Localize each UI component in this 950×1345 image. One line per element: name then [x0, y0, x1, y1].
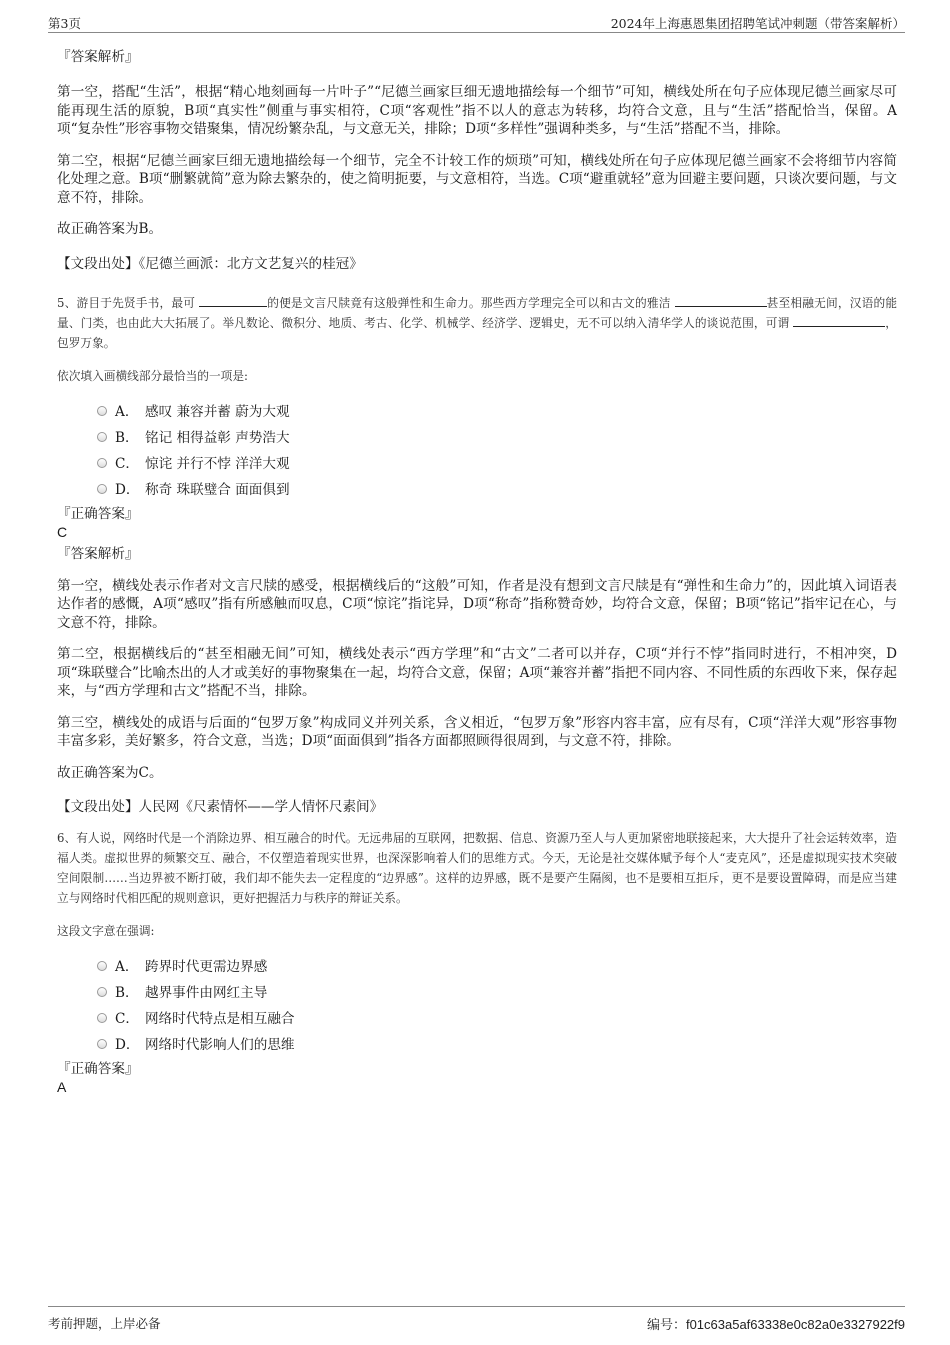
- option-list: [57, 397, 897, 501]
- option-c[interactable]: C． 惊诧 并行不悖 洋洋大观: [57, 449, 897, 475]
- footer-slogan: 考前押题，上岸必备: [48, 1316, 161, 1331]
- correct-answer: C: [57, 523, 68, 540]
- radio-button[interactable]: [97, 432, 107, 442]
- analysis-paragraph: 第二空，根据“尼德兰画家巨细无遗地描绘每一个细节，完全不计较工作的烦琐”可知，横线处所在句子应体现尼德兰画家不会将细节内容简化处理之意。B项“删繁就简”意为除去繁杂的，使之简明扼要，与文意相符，当选。C项“避重就轻”意为回避主要问题，只谈次要问题，与文意不符，排除。: [57, 152, 897, 206]
- document-code: 编号：f01c63a5af63338e0c82a0e3327922f9: [646, 1317, 905, 1332]
- radio-button[interactable]: [97, 1039, 107, 1049]
- option-a[interactable]: A． 跨界时代更需边界感: [57, 952, 897, 978]
- document-title: 2024年上海惠恩集团招聘笔试冲刺题（带答案解析）: [610, 16, 905, 31]
- fill-blank: [675, 294, 767, 307]
- analysis-paragraph: 第二空，根据横线后的“甚至相融无间”可知，横线处表示“西方学理”和“古文”二者可以并存，C项“并行不悖”指同时进行，不相冲突，D项“珠联璧合”比喻杰出的人才或美好的事物聚集在一起，均符合文意，保留；A项“兼容并蓄”指把不同内容、不同性质的东西收下来，保存起来，与“西方学理和古文”搭配不当，排除。: [57, 646, 897, 699]
- page-footer: [48, 1306, 905, 1331]
- analysis-conclusion: 故正确答案为C。: [57, 764, 163, 781]
- radio-button[interactable]: [97, 1013, 107, 1023]
- radio-button[interactable]: [97, 987, 107, 997]
- analysis-conclusion: 故正确答案为B。: [57, 221, 163, 237]
- option-c[interactable]: C． 网络时代特点是相互融合: [57, 1004, 897, 1030]
- radio-button[interactable]: [97, 961, 107, 971]
- option-b[interactable]: B． 铭记 相得益彰 声势浩大: [57, 423, 897, 449]
- option-list: [57, 952, 897, 1056]
- option-d[interactable]: D． 称奇 珠联璧合 面面俱到: [57, 475, 897, 501]
- source-citation: 【文段出处】《尼德兰画派：北方文艺复兴的桂冠》: [57, 255, 363, 272]
- option-d[interactable]: D． 网络时代影响人们的思维: [57, 1030, 897, 1056]
- question-prompt: 这段文字意在强调:: [57, 924, 155, 938]
- page-number: 第3页: [48, 16, 81, 31]
- radio-button[interactable]: [97, 406, 107, 416]
- fill-blank: [199, 294, 267, 307]
- question-stem: 5、游目于先贤手书，最可 的便是文言尺牍竟有这般弹性和生命力。那些西方学理完全可以和古文的雅洁 甚至相融无间，汉语的能量、门类，也由此大大拓展了。举凡数论、微积分、地质、考古、化学、机械学、经济学、逻辑史，无不可以纳入清华学人的谈说范围，可谓 ，包罗万象。: [57, 295, 898, 350]
- radio-button[interactable]: [97, 484, 107, 494]
- radio-button[interactable]: [97, 458, 107, 468]
- page-header: [48, 10, 905, 33]
- analysis-paragraph: 第一空，搭配“生活”，根据“精心地刻画每一片叶子”“尼德兰画家巨细无遗地描绘每一个细节”可知，横线处所在句子应体现尼德兰画家尽可能再现生活的原貌，B项“真实性”侧重与事实相符，C项“客观性”指不以人的意志为转移，均符合文意，且与“生活”搭配恰当，保留。A项“复杂性”形容事物交错聚集，情况纷繁杂乱，与文意无关，排除；D项“多样性”强调种类多，与“生活”搭配不当，排除。: [57, 84, 897, 137]
- analysis-heading: 『答案解析』: [57, 545, 139, 562]
- analysis-paragraph: 第一空，横线处表示作者对文言尺牍的感受，根据横线后的“这般”可知，作者是没有想到文言尺牍是有“弹性和生命力”的，因此填入词语表达作者的感慨，A项“感叹”指有所感触而叹息，C项“惊诧”指诧异，D项“称奇”指称赞奇妙，均符合文意，保留；B项“铭记”指牢记在心，与文意不符，排除。: [57, 577, 897, 631]
- page-content: [57, 44, 897, 1096]
- source-citation: 【文段出处】人民网《尺素情怀——学人情怀尺素间》: [57, 799, 384, 815]
- analysis-heading: 『答案解析』: [57, 49, 139, 65]
- fill-blank: [793, 314, 885, 327]
- option-b[interactable]: B． 越界事件由网红主导: [57, 978, 897, 1004]
- question-stem: 6、有人说，网络时代是一个消除边界、相互融合的时代。无远弗届的互联网，把数据、信息、资源乃至人与人更加紧密地联接起来，大大提升了社会运转效率，造福人类。虚拟世界的频繁交互、融合，不仅塑造着现实世界，也深深影响着人们的思维方式。今天，无论是社交媒体赋予每个人“麦克风”，还是虚拟现实技术突破空间限制……当边界被不断打破，我们却不能失去一定程度的“边界感”。这样的边界感，既不是要产生隔阂，也不是要相互拒斥，更不是要设置障碍，而是应当建立与网络时代相匹配的规则意识，更好把握活力与秩序的辩证关系。: [57, 831, 897, 905]
- answer-heading: 『正确答案』: [57, 1061, 139, 1077]
- answer-heading: 『正确答案』: [57, 505, 139, 522]
- analysis-paragraph: 第三空，横线处的成语与后面的“包罗万象”构成同义并列关系，含义相近，“包罗万象”形容内容丰富，应有尽有，C项“洋洋大观”形容事物丰富多彩，美好繁多，符合文意，当选；D项“面面俱到”指各方面都照顾得很周到，与文意不符，排除。: [57, 714, 897, 749]
- correct-answer: A: [57, 1079, 67, 1095]
- question-prompt: 依次填入画横线部分最恰当的一项是:: [57, 368, 248, 383]
- option-a[interactable]: A． 感叹 兼容并蓄 蔚为大观: [57, 397, 897, 423]
